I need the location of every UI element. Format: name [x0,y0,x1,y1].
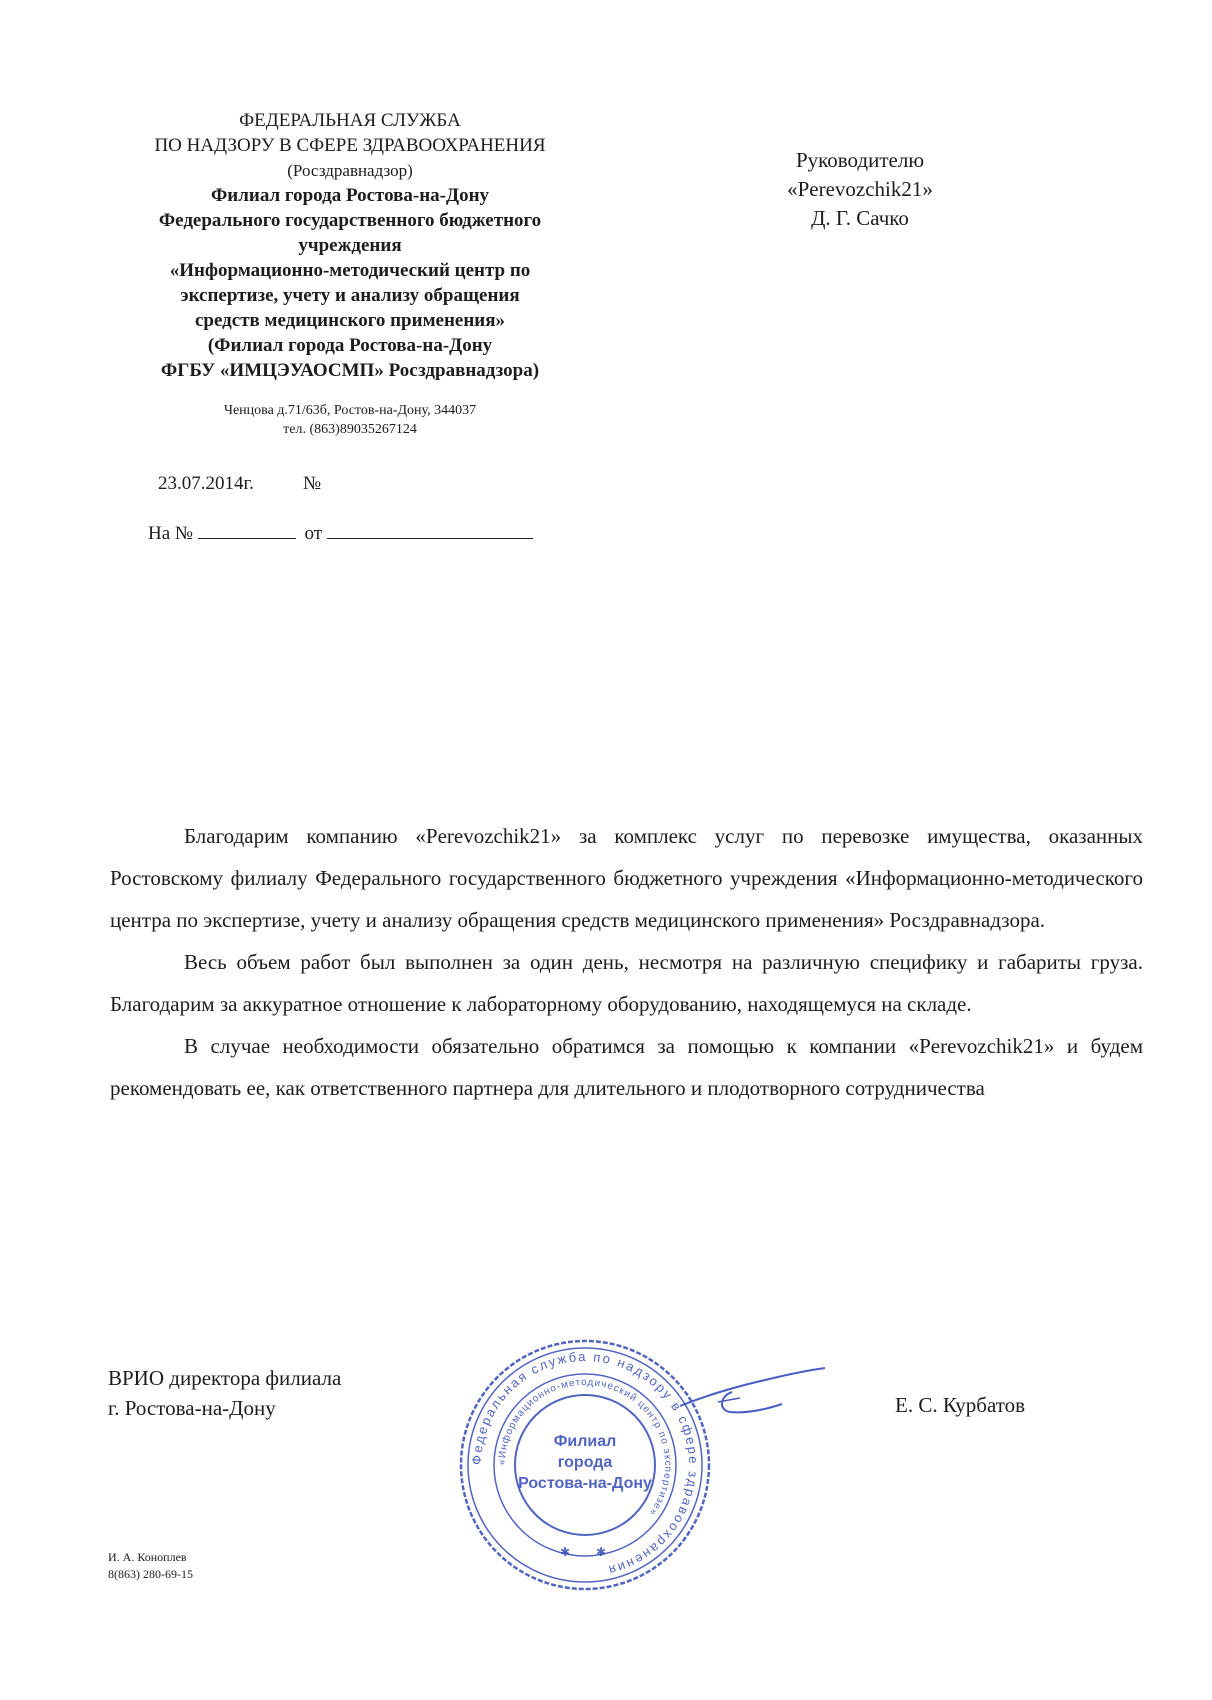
executor-phone: 8(863) 280-69-15 [108,1567,193,1581]
outgoing-number-label: № [303,473,322,494]
reference-date-label: от [304,523,323,544]
signatory-position-city: г. Ростова-на-Дону [108,1396,276,1420]
letterhead-short-name-1: (Филиал города Ростова-на-Дону [207,335,493,356]
recipient-block [740,146,980,233]
letterhead-address: Ченцова д.71/63б, Ростов-на-Дону, 344037 [223,403,477,418]
body-paragraph-1: Благодарим компанию «Perevozchik21» за комплекс услуг по перевозке имущества, оказанных Ростовскому филиалу Федерального государственного бюджетного учреждения «Информационно-методического центра по экспертизе, учету и анализу обращения средств медицинского применения» Росздравнадзора. [110,824,1143,932]
recipient-company: «Perevozchik21» [787,177,933,201]
stamp-star-icon: ✱ [596,1545,607,1559]
executor-name: И. А. Коноплев [108,1550,187,1564]
letterhead-agency-short: (Росздравнадзор) [287,161,413,180]
letterhead-agency-scope: ПО НАДЗОРУ В СФЕРЕ ЗДРАВООХРАНЕНИЯ [154,135,546,156]
body-paragraph-2: Весь объем работ был выполнен за один день, несмотря на различную специфику и габариты груза. Благодарим за аккуратное отношение к лабораторному оборудованию, находящемуся на складе. [110,950,1143,1016]
stamp-star-icon: ✱ [560,1545,571,1559]
stamp-center-line-2: города [557,1454,613,1471]
letterhead-agency: ФЕДЕРАЛЬНАЯ СЛУЖБА [239,110,461,131]
body-paragraph-3: В случае необходимости обязательно обратимся за помощью к компании «Perevozchik21» и будем рекомендовать ее, как ответственного партнера для длительного и плодотворного сотрудничества [110,1034,1143,1100]
recipient-name: Д. Г. Сачко [811,206,909,230]
reference-number-label: На № [148,523,194,544]
letterhead-branch: Филиал города Ростова-на-Дону [210,185,490,206]
outgoing-date: 23.07.2014г. [158,473,254,494]
stamp-outer-ring-text: Федеральная служба по надзору в сфере здравоохранения [468,1348,702,1579]
letterhead-center-name-3: средств медицинского применения» [194,310,506,331]
stamp-center-line-1: Филиал [553,1433,617,1450]
signatory-position [108,1363,341,1423]
letterhead-center-name-2: экспертизе, учету и анализу обращения [180,285,520,306]
letterhead-center-name-1: «Информационно-методический центр по [169,260,531,281]
letterhead-phone: тел. (863)89035267124 [283,422,417,437]
reference-line [148,520,533,545]
stamp-center-line-3: Ростова-на-Дону [518,1475,652,1492]
official-stamp [456,1336,714,1594]
letterhead-institution-type: учреждения [298,235,402,256]
letter-body [110,815,1143,1109]
stamp-inner-ring-text: «Информационно-методический центр по экспертизе» [496,1376,674,1518]
reference-number-blank [198,520,296,539]
executor-block [108,1549,193,1583]
recipient-position: Руководителю [795,148,925,172]
letterhead [100,108,600,439]
reference-date-blank [327,520,533,539]
signatory-position-title: ВРИО директора филиала [108,1366,342,1390]
signatory-name: Е. С. Курбатов [895,1393,1026,1417]
letterhead-short-name-2: ФГБУ «ИМЦЭУАОСМП» Росздравнадзора) [160,360,540,381]
letterhead-institution: Федерального государственного бюджетного [158,210,542,231]
